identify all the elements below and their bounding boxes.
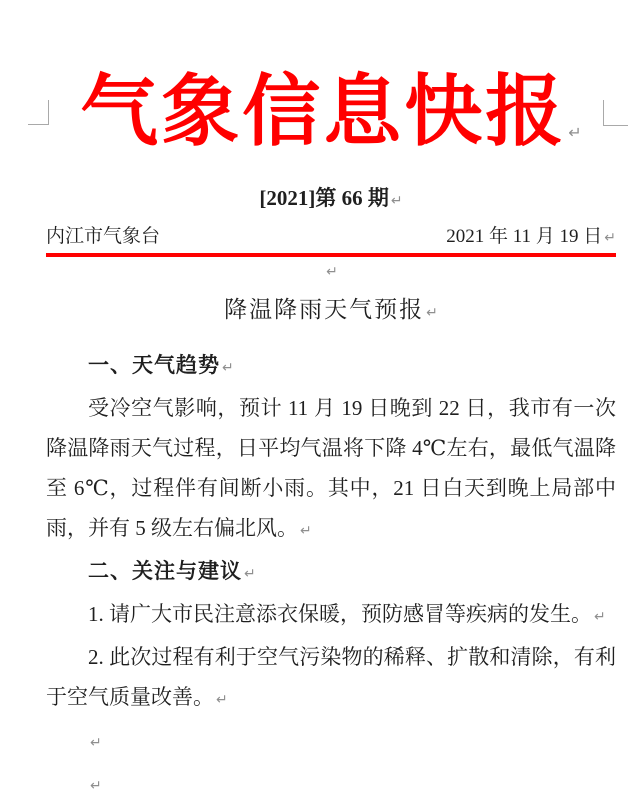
crop-mark-top-left-icon	[28, 100, 49, 125]
document-page	[0, 62, 642, 810]
pilcrow-mark-icon: ↵	[594, 609, 606, 625]
issue-number	[46, 183, 616, 216]
pilcrow-mark-icon: ↵	[390, 193, 403, 209]
section-heading	[46, 551, 616, 594]
agency-name: 内江市气象台	[46, 226, 161, 247]
pilcrow-mark-icon: ↵	[300, 523, 312, 539]
empty-paragraph	[46, 257, 616, 287]
empty-paragraph	[46, 763, 616, 806]
document-body	[46, 345, 616, 806]
pilcrow-mark-icon: ↵	[244, 566, 256, 582]
masthead-title-text: 气象信息快报	[80, 68, 567, 155]
document-title-text: 降温降雨天气预报	[224, 297, 425, 322]
masthead-title	[46, 62, 616, 162]
pilcrow-mark-icon: ↵	[604, 230, 616, 246]
pilcrow-mark-icon: ↵	[90, 735, 102, 751]
section-heading-text: 一、天气趋势	[88, 353, 220, 377]
body-paragraph	[46, 594, 616, 637]
pilcrow-mark-icon: ↵	[326, 264, 338, 280]
body-paragraph	[46, 388, 616, 551]
body-paragraph	[46, 637, 616, 720]
pilcrow-mark-icon: ↵	[568, 123, 582, 142]
body-paragraph-text: 1. 请广大市民注意添衣保暖，预防感冒等疾病的发生。	[88, 602, 592, 626]
section-heading	[46, 345, 616, 388]
issue-date-text: 2021 年 11 月 19 日	[446, 226, 603, 247]
body-paragraph-text: 受冷空气影响，预计 11 月 19 日晚到 22 日，我市有一次降温降雨天气过程，日平均气温将下降 4℃左右，最低气温降至 6℃，过程伴有间断小雨。其中，21 日白天到晚上局部中雨，并有 5 级左右偏北风。	[46, 396, 616, 540]
pilcrow-mark-icon: ↵	[222, 360, 234, 376]
document-title	[46, 293, 616, 330]
byline-row	[46, 223, 616, 252]
pilcrow-mark-icon: ↵	[426, 305, 438, 321]
pilcrow-mark-icon: ↵	[90, 778, 102, 794]
body-paragraph-text: 2. 此次过程有利于空气污染物的稀释、扩散和清除，有利于空气质量改善。	[46, 645, 616, 709]
section-heading-text: 二、关注与建议	[88, 559, 242, 583]
crop-mark-top-right-icon	[603, 100, 628, 126]
empty-paragraph	[46, 720, 616, 763]
pilcrow-mark-icon: ↵	[216, 692, 228, 708]
issue-number-text: [2021]第 66 期	[259, 186, 389, 210]
issue-date	[446, 223, 616, 252]
